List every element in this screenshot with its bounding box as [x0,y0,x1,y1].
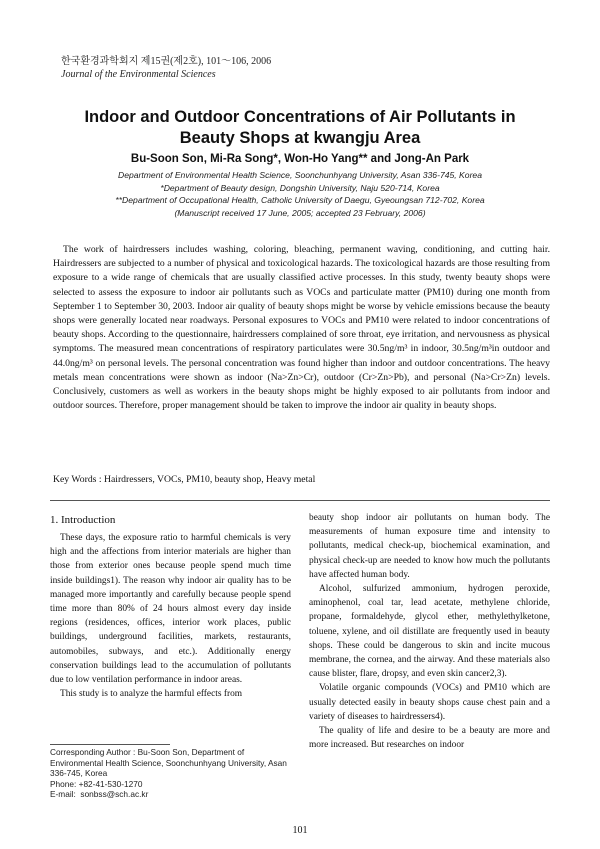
author-list: Bu-Soon Son, Mi-Ra Song*, Won-Ho Yang** and Jong-An Park [130,153,470,165]
title-line-1: Indoor and Outdoor Concentrations of Air Pollutants in [84,108,516,126]
journal-header [61,55,271,81]
paper-title [40,107,560,149]
abstract: The work of hairdressers includes washing, coloring, bleaching, permanent waving, conditioning, and cutting hair. Hairdressers are subjected to a number of physical and toxicological hazards. The toxicological hazards are those resulting from exposure to a wide range of chemicals that are usually classified active processes. In this study, twenty beauty shops were selected to assess the exposure to indoor air pollutants such as VOCs and particulate matter (PM10) during one month from September 1 to September 30, 2003. Indoor air quality of beauty shops might be worse by vehicle emissions because the beauty shops were generally located near roadways. Personal exposures to VOCs and PM10 were related to indoor concentrations of beauty shops. According to the questionnaire, hairdressers complained of sore throat, eye irritation, and nervousness as physical symptoms. The measured mean concentrations of respiratory particulates were 30.5ng/m³ in indoor, 30.5ng/m³in outdoor and 44.0ng/m³ on personal levels. The personal concentration was found higher than indoor and outdoor concentrations. The heavy metals mean concentrations were shown as indoor (Na>Zn>Cr), outdoor (Cr>Zn>Pb), and personal (Na>Cr>Zn) levels. Conclusively, customers as well as workers in the beauty shops might be highly exposed to air pollutants from indoor and outdoor sources. Therefore, proper management should be taken to improve the indoor air quality in beauty shops. [53,244,550,412]
journal-citation: 한국환경과학회지 제15권(제2호), 101～106, 2006 [61,56,272,67]
affiliation-2: *Department of Beauty design, Dongshin University, Naju 520-714, Korea [160,182,440,193]
paragraph: These days, the exposure ratio to harmful chemicals is very high and the affections from interior materials are higher than those from exterior ones because people spend much time inside buildings1). The reason why indoor air quality has to be managed more importantly and carefully because people spend time more than 80% of 24 hours almost every day inside regions (residences, offices, interior work places, public buildings, underground facilities, markets, restaurants, automobiles, subways, and etc.). Additionally energy conservation buildings lead to the accumulation of pollutants due to low ventilation performance in indoor areas. [50,533,291,686]
paragraph: This study is to analyze the harmful effects from [60,689,243,700]
paragraph: beauty shop indoor air pollutants on human body. The measurements of human exposure time and intensity to pollutants, medical check-up, biochemical examination, and physical check-up are needed to know how much the pollutants have affected human body. [309,513,550,580]
affiliations [40,169,560,219]
footnote-rule [50,744,170,745]
paragraph: Volatile organic compounds (VOCs) and PM10 which are usually detected easily in beauty shops cause chest pain and a variety of diseases to hairdressers4). [309,683,550,722]
left-column [50,513,291,701]
title-line-2: Beauty Shops at kwangju Area [179,129,421,147]
affiliation-1: Department of Environmental Health Science, Soonchunhyang University, Asan 336-745, Korea [117,170,482,180]
page-number: 101 [292,825,308,836]
paragraph: The quality of life and desire to be a beauty are more and more increased. But researches on indoor [309,726,550,751]
manuscript-dates: (Manuscript received 17 June, 2005; accepted 23 February, 2006) [174,207,426,218]
journal-name: Journal of the Environmental Sciences [61,69,216,80]
affiliation-3: **Department of Occupational Health, Catholic University of Daegu, Gyeoungsan 712-702, Korea [115,195,485,206]
section-divider [50,500,550,501]
footnote-author: Corresponding Author : Bu-Soon Son, Department of Environmental Health Science, Soonchunhyang University, Asan 336-745, Korea [50,747,290,779]
footnote-phone: Phone: +82-41-530-1270 [50,778,143,789]
footnote-email: E-mail: sonbss@sch.ac.kr [50,789,149,800]
right-column [309,511,550,752]
corresponding-author-footnote [50,747,291,800]
paragraph: Alcohol, sulfurized ammonium, hydrogen peroxide, aminophenol, coal tar, lead acetate, methylene chloride, propane, formaldehyde, glycol ether, methylethylketone, toluene, xylene, and oil distillate are frequently used in beauty shops. These could be dangerous to skin and incite mucous membrane, the cornea, and the airway. And these materials also cause blister, flare, dropsy, and even skin cancer2,3). [309,584,550,680]
keywords: Key Words : Hairdressers, VOCs, PM10, beauty shop, Heavy metal [53,474,316,485]
section-heading: 1. Introduction [50,514,116,526]
